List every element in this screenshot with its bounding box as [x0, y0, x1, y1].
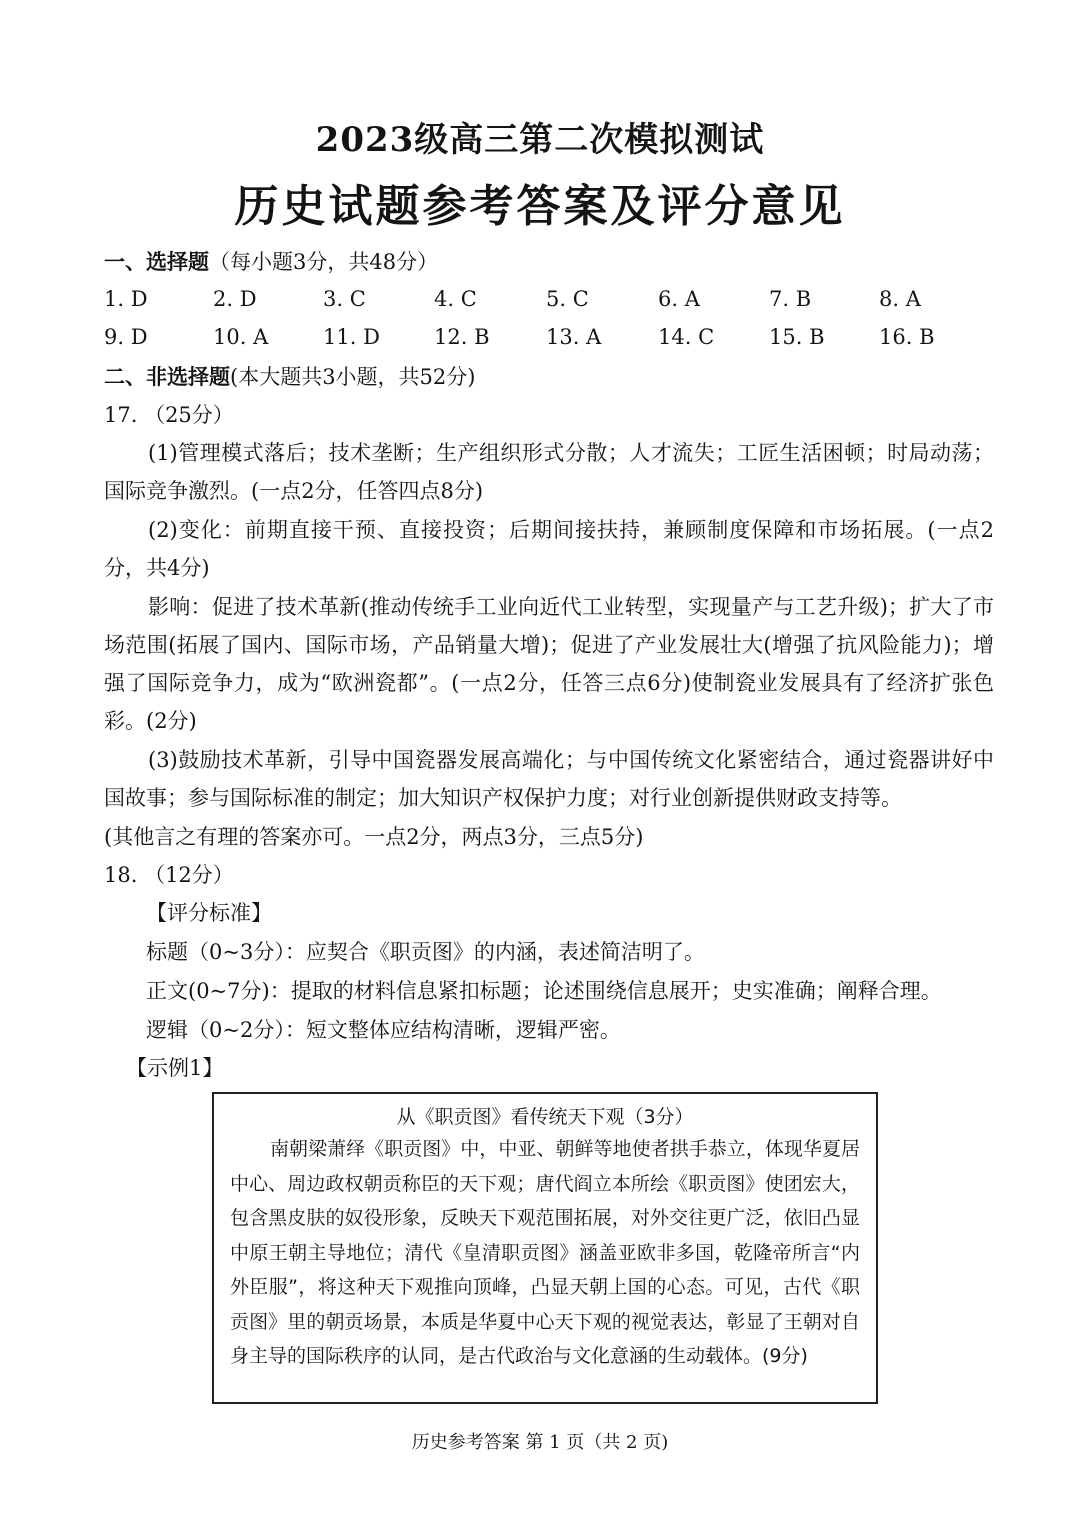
answer-row-2: [104, 325, 1004, 353]
answer-item: 2. D: [213, 287, 257, 311]
example-heading: 【示例1】: [126, 1056, 224, 1080]
exam-title: 2023级高三第二次模拟测试: [315, 120, 765, 160]
answer-item: 9. D: [104, 325, 148, 349]
answer-item: 6. A: [658, 287, 700, 311]
criteria-body: 正文(0~7分)：提取的材料信息紧扣标题；论述围绕信息展开；史实准确；阐释合理。: [146, 979, 942, 1003]
example-essay-title: 从《职贡图》看传统天下观（3分）: [396, 1106, 694, 1128]
q17-scoring-note: (其他言之有理的答案亦可。一点2分，两点3分，三点5分): [104, 825, 644, 849]
q17-label: 17. （25分）: [104, 403, 234, 427]
answer-item: 16. B: [879, 325, 935, 349]
criteria-logic: 逻辑（0~2分）：短文整体应结构清晰，逻辑严密。: [146, 1018, 621, 1042]
part2-heading-label: 二、非选择题: [104, 364, 230, 389]
answer-item: 11. D: [323, 325, 380, 349]
answer-item: 7. B: [769, 287, 812, 311]
part1-heading-note: （每小题3分，共48分）: [209, 250, 439, 274]
page-footer: 历史参考答案 第 1 页（共 2 页): [411, 1432, 669, 1453]
example-essay-box: [212, 1092, 878, 1404]
criteria-title: 标题（0~3分）：应契合《职贡图》的内涵，表述简洁明了。: [146, 940, 705, 964]
answer-row-1: [104, 287, 1004, 315]
answer-item: 8. A: [879, 287, 921, 311]
part1-heading-label: 一、选择题: [104, 249, 209, 274]
q17-answer-3: (3)鼓励技术革新，引导中国瓷器发展高端化；与中国传统文化紧密结合，通过瓷器讲好中国故事；参与国际标准的制定；加大知识产权保护力度；对行业创新提供财政支持等。: [104, 748, 994, 810]
answer-item: 13. A: [546, 325, 602, 349]
example-essay-body: 南朝梁萧绎《职贡图》中，中亚、朝鲜等地使者拱手恭立，体现华夏居中心、周边政权朝贡称臣的天下观；唐代阎立本所绘《职贡图》使团宏大，包含黑皮肤的奴役形象，反映天下观范围拓展，对外交往更广泛，依旧凸显中原王朝主导地位；清代《皇清职贡图》涵盖亚欧非多国，乾隆帝所言“内外臣服”，将这种天下观推向顶峰，凸显天朝上国的心态。可见，古代《职贡图》里的朝贡场景，本质是华夏中心天下观的视觉表达，彰显了王朝对自身主导的国际秩序的认同，是古代政治与文化意涵的生动载体。(9分): [230, 1138, 860, 1367]
part2-heading: [104, 363, 994, 391]
q17-answer-1: (1)管理模式落后；技术垄断；生产组织形式分散；人才流失；工匠生活困顿；时局动荡；国际竞争激烈。(一点2分，任答四点8分): [104, 441, 994, 503]
q17-answer-2: (2)变化：前期直接干预、直接投资；后期间接扶持，兼顾制度保障和市场拓展。(一点2分，共4分): [104, 518, 994, 580]
answer-item: 12. B: [434, 325, 490, 349]
answer-item: 15. B: [769, 325, 825, 349]
part2-heading-note: (本大题共3小题，共52分): [230, 365, 476, 389]
q18-label: 18. （12分）: [104, 863, 234, 887]
document-title: 历史试题参考答案及评分意见: [234, 181, 846, 232]
answer-item: 5. C: [546, 287, 589, 311]
answer-item: 10. A: [213, 325, 269, 349]
answer-item: 3. C: [323, 287, 366, 311]
answer-item: 4. C: [434, 287, 477, 311]
part1-heading: [104, 248, 994, 276]
answer-item: 14. C: [658, 325, 715, 349]
answer-item: 1. D: [104, 287, 148, 311]
q17-answer-2-impact: 影响：促进了技术革新(推动传统手工业向近代工业转型，实现量产与工艺升级)；扩大了市场范围(拓展了国内、国际市场，产品销量大增)；促进了产业发展壮大(增强了抗风险能力)；增强了国际竞争力，成为“欧洲瓷都”。(一点2分，任答三点6分)使制瓷业发展具有了经济扩张色彩。(2分): [104, 595, 994, 733]
criteria-heading: 【评分标准】: [146, 901, 272, 925]
